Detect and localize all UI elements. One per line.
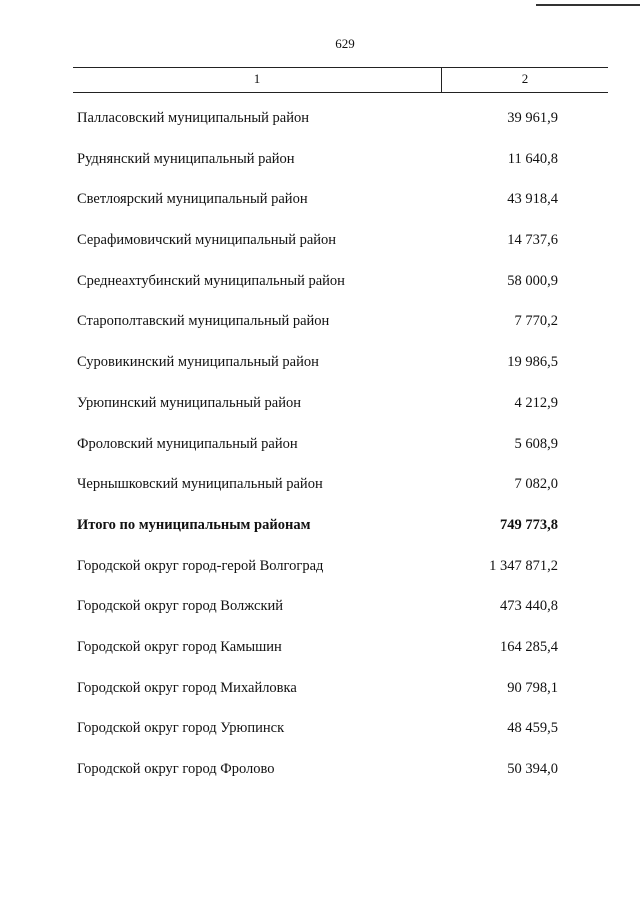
table-row xyxy=(0,558,640,599)
row-name: Городской округ город Урюпинск xyxy=(77,720,285,737)
row-value: 39 961,9 xyxy=(507,110,558,126)
table-row xyxy=(0,639,640,680)
page-number: 629 xyxy=(335,36,355,51)
row-name: Чернышковский муниципальный район xyxy=(77,476,323,493)
row-name: Итого по муниципальным районам xyxy=(77,516,311,533)
row-value: 7 770,2 xyxy=(514,313,558,330)
table-row xyxy=(0,232,640,273)
row-name: Урюпинский муниципальный район xyxy=(77,394,301,411)
table-row xyxy=(0,395,640,436)
table-header xyxy=(73,67,608,93)
row-name: Руднянский муниципальный район xyxy=(77,150,295,167)
row-name: Светлоярский муниципальный район xyxy=(77,191,308,208)
row-value: 58 000,9 xyxy=(507,272,558,289)
table-row xyxy=(0,151,640,192)
row-value: 5 608,9 xyxy=(514,435,558,452)
row-name: Старополтавский муниципальный район xyxy=(77,313,330,330)
row-name: Серафимовичский муниципальный район xyxy=(77,232,337,249)
row-value: 90 798,1 xyxy=(507,679,558,696)
table-body xyxy=(0,110,640,802)
table-row xyxy=(0,313,640,354)
table-row xyxy=(0,273,640,314)
header-col-2: 2 xyxy=(521,71,529,86)
row-value: 19 986,5 xyxy=(507,354,558,371)
row-name: Палласовский муниципальный район xyxy=(77,110,309,126)
row-name: Городской округ город Камышин xyxy=(77,638,282,655)
table-row xyxy=(0,761,640,802)
row-value: 11 640,8 xyxy=(507,150,558,167)
row-name: Фроловский муниципальный район xyxy=(77,435,298,452)
table-row xyxy=(0,110,640,151)
row-name: Суровикинский муниципальный район xyxy=(77,354,319,371)
table-row xyxy=(0,720,640,761)
table-row xyxy=(0,191,640,232)
table-row xyxy=(0,476,640,517)
row-name: Среднеахтубинский муниципальный район xyxy=(77,272,345,289)
row-value: 14 737,6 xyxy=(507,232,558,249)
row-name: Городской округ город Фролово xyxy=(77,761,275,777)
row-value: 1 347 871,2 xyxy=(489,557,558,574)
row-value: 7 082,0 xyxy=(514,476,558,493)
row-value: 50 394,0 xyxy=(507,761,558,777)
table-row xyxy=(0,598,640,639)
table-row xyxy=(0,680,640,721)
row-name: Городской округ город Михайловка xyxy=(77,679,297,696)
total-row xyxy=(0,517,640,558)
row-value: 4 212,9 xyxy=(514,394,558,411)
table-row xyxy=(0,436,640,477)
row-name: Городской округ город-герой Волгоград xyxy=(77,557,324,574)
row-name: Городской округ город Волжский xyxy=(77,598,284,615)
row-value: 48 459,5 xyxy=(507,720,558,737)
table-row xyxy=(0,354,640,395)
corner-scan-mark xyxy=(536,4,640,6)
row-value: 749 773,8 xyxy=(500,516,558,533)
row-value: 164 285,4 xyxy=(500,638,558,655)
row-value: 43 918,4 xyxy=(507,191,558,208)
header-col-1: 1 xyxy=(253,71,261,86)
row-value: 473 440,8 xyxy=(500,598,558,615)
